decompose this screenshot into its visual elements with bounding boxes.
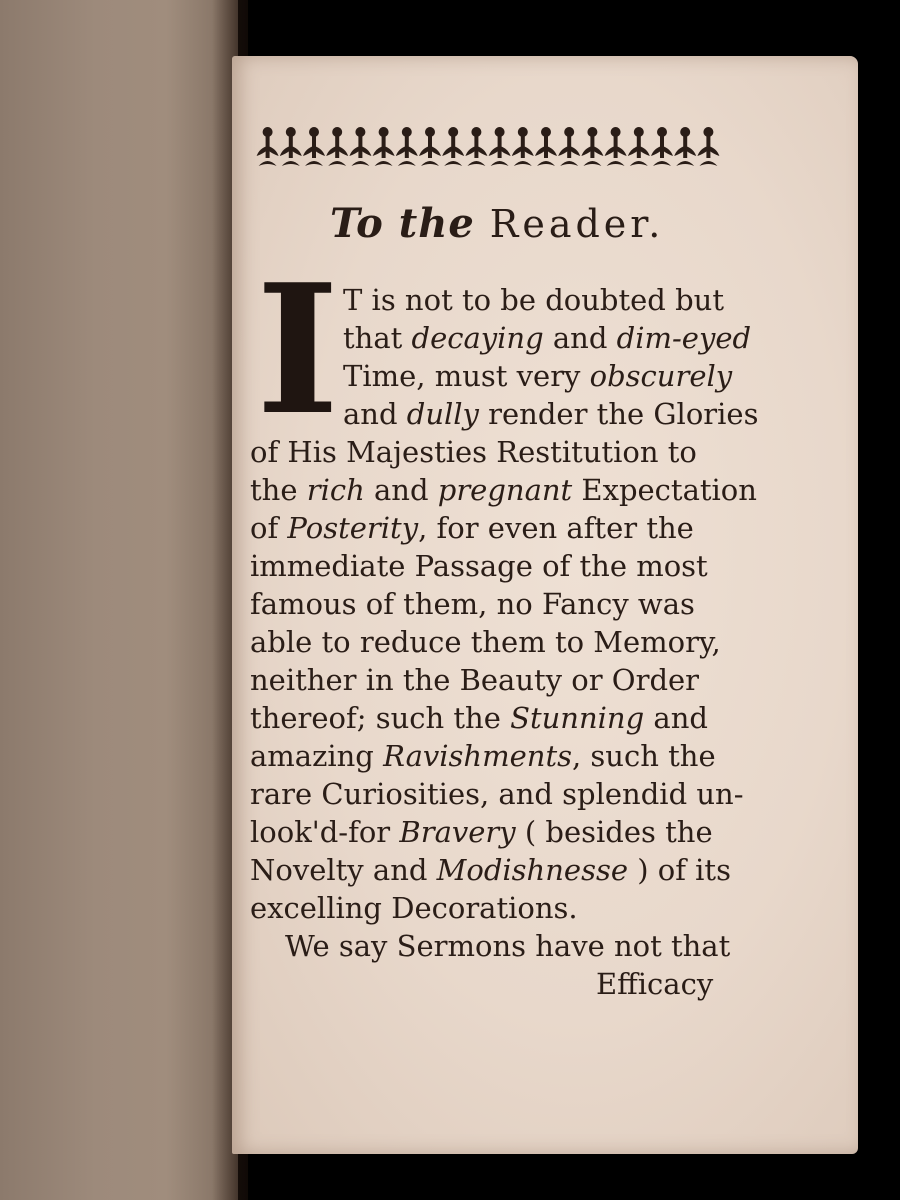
fleuron-unit	[419, 127, 441, 166]
italic-word: dim-eyed	[616, 321, 752, 355]
text-run: T is not to be doubted but	[343, 283, 724, 317]
italic-word: Ravishments	[383, 739, 572, 773]
text-run: ) of its	[628, 853, 731, 887]
text-run: We say Sermons have not that	[285, 929, 731, 963]
text-line-18	[285, 928, 730, 964]
italic-word: decaying	[411, 321, 544, 355]
fleuron-unit	[697, 127, 719, 166]
text-line-4	[343, 396, 758, 432]
text-line-19	[596, 966, 713, 1002]
text-run: and	[543, 321, 617, 355]
italic-word: Posterity	[287, 511, 419, 545]
text-line-6	[250, 472, 757, 508]
text-run: , such the	[571, 739, 716, 773]
text-run: excelling Decorations.	[250, 891, 578, 925]
text-run: amazing	[250, 739, 384, 773]
page-heading	[330, 200, 690, 247]
text-line-2	[343, 320, 751, 356]
text-run: and	[644, 701, 708, 735]
fleuron-unit	[257, 127, 279, 166]
fleuron-unit	[581, 127, 603, 166]
italic-word: dully	[406, 397, 479, 431]
fleuron-ornament-icon	[256, 124, 720, 170]
text-run: the	[250, 473, 307, 507]
text-run: that	[343, 321, 412, 355]
text-run: ( besides the	[515, 815, 713, 849]
text-run: Time, must very	[343, 359, 590, 393]
italic-word: pregnant	[437, 473, 573, 507]
fleuron-unit	[442, 127, 464, 166]
text-line-9	[250, 586, 695, 622]
text-run: look'd-for	[250, 815, 400, 849]
text-line-14	[250, 776, 744, 812]
fleuron-unit	[628, 127, 650, 166]
text-run: of	[250, 511, 288, 545]
text-run: , for even after the	[418, 511, 694, 545]
fleuron-ornament-band	[256, 124, 720, 170]
text-line-17	[250, 890, 578, 926]
text-run: render the Glories	[478, 397, 759, 431]
fleuron-unit	[558, 127, 580, 166]
text-run: famous of them, no Fancy was	[250, 587, 695, 621]
text-run: neither in the Beauty or Order	[250, 663, 700, 697]
fleuron-unit	[303, 127, 325, 166]
italic-word: Bravery	[399, 815, 516, 849]
text-run: thereof; such the	[250, 701, 511, 735]
facing-page-ghost-text	[0, 0, 238, 1200]
italic-word: obscurely	[589, 359, 733, 393]
text-run: Expectation	[572, 473, 757, 507]
text-line-13	[250, 738, 716, 774]
text-run: Efficacy	[596, 967, 714, 1001]
text-line-3	[343, 358, 732, 394]
text-run: able to reduce them to Memory,	[250, 625, 721, 659]
text-line-16	[250, 852, 731, 888]
fleuron-unit	[674, 127, 696, 166]
drop-cap-initial: I	[256, 245, 340, 454]
fleuron-unit	[349, 127, 371, 166]
italic-word: rich	[306, 473, 365, 507]
facing-page-blurred	[0, 0, 238, 1200]
text-run: and	[343, 397, 407, 431]
text-line-11	[250, 662, 699, 698]
fleuron-unit	[489, 127, 511, 166]
text-line-7	[250, 510, 694, 546]
heading-word: Reader.	[489, 202, 665, 246]
fleuron-unit	[465, 127, 487, 166]
fleuron-unit	[326, 127, 348, 166]
text-run: immediate Passage of the most	[250, 549, 708, 583]
italic-word: Modishnesse	[436, 853, 628, 887]
fleuron-unit	[651, 127, 673, 166]
fleuron-unit	[535, 127, 557, 166]
fleuron-unit	[605, 127, 627, 166]
text-line-5	[250, 434, 697, 470]
fleuron-unit	[280, 127, 302, 166]
text-line-1	[343, 282, 724, 318]
heading-prefix: To the	[330, 200, 490, 247]
fleuron-unit	[373, 127, 395, 166]
text-run: Novelty and	[250, 853, 437, 887]
text-line-10	[250, 624, 721, 660]
italic-word: Stunning	[510, 701, 645, 735]
text-run: and	[364, 473, 438, 507]
text-line-8	[250, 548, 708, 584]
text-run: of His Majesties Restitution to	[250, 435, 697, 469]
text-line-15	[250, 814, 713, 850]
text-line-12	[250, 700, 708, 736]
fleuron-unit	[396, 127, 418, 166]
text-run: rare Curiosities, and splendid un-	[250, 777, 744, 811]
fleuron-unit	[512, 127, 534, 166]
